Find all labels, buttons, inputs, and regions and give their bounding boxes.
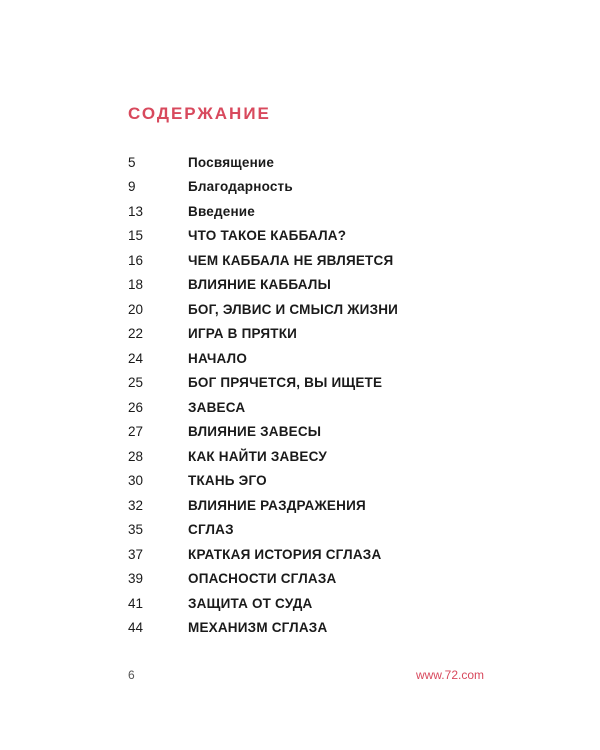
toc-page-number: 32 — [128, 497, 144, 513]
toc-page-number: 24 — [128, 350, 144, 366]
toc-entry — [128, 444, 488, 469]
toc-label: ЧЕМ КАББАЛА НЕ ЯВЛЯЕТСЯ — [188, 252, 394, 268]
toc-label: ИГРА В ПРЯТКИ — [188, 326, 298, 342]
toc-page-number: 39 — [128, 571, 144, 587]
toc-entry — [128, 542, 488, 567]
toc-page-number: 30 — [128, 473, 144, 489]
toc-page-number: 35 — [128, 522, 144, 538]
toc-entry — [128, 273, 488, 298]
toc-entry — [128, 199, 488, 224]
toc-entry — [128, 616, 488, 641]
toc-label: ЗАВЕСА — [188, 399, 246, 415]
toc-page-number: 41 — [128, 595, 144, 611]
toc-label: КАК НАЙТИ ЗАВЕСУ — [188, 448, 328, 464]
toc-page-number: 22 — [128, 326, 144, 342]
toc-page-number: 20 — [128, 301, 144, 317]
toc-page-number: 44 — [128, 620, 144, 636]
toc-page-number: 25 — [128, 375, 144, 391]
page-number: 6 — [128, 668, 135, 682]
toc-entry — [128, 567, 488, 592]
toc-label: МЕХАНИЗМ СГЛАЗА — [188, 620, 328, 636]
toc-label: БОГ ПРЯЧЕТСЯ, ВЫ ИЩЕТЕ — [188, 375, 383, 391]
toc-entry — [128, 371, 488, 396]
toc-page-number: 13 — [128, 203, 144, 219]
toc-entry — [128, 420, 488, 445]
toc-entry — [128, 297, 488, 322]
toc-entry — [128, 248, 488, 273]
toc-page-number: 26 — [128, 399, 144, 415]
toc-label: Благодарность — [188, 179, 293, 195]
toc-page-number: 5 — [128, 154, 136, 170]
toc-label: КРАТКАЯ ИСТОРИЯ СГЛАЗА — [188, 546, 382, 562]
toc-label: ВЛИЯНИЕ ЗАВЕСЫ — [188, 424, 322, 440]
toc-label: ВЛИЯНИЕ КАББАЛЫ — [188, 277, 331, 293]
toc-label: ЧТО ТАКОЕ КАББАЛА? — [188, 228, 347, 244]
toc-page-number: 27 — [128, 424, 144, 440]
toc-entry — [128, 224, 488, 249]
toc-list — [128, 150, 488, 640]
toc-entry — [128, 322, 488, 347]
toc-page-number: 16 — [128, 252, 144, 268]
website-link[interactable]: www.72.com — [415, 668, 484, 682]
toc-entry — [128, 469, 488, 494]
toc-label: БОГ, ЭЛВИС И СМЫСЛ ЖИЗНИ — [188, 301, 399, 317]
toc-label: ОПАСНОСТИ СГЛАЗА — [188, 571, 337, 587]
toc-label: Введение — [188, 203, 256, 219]
toc-entry — [128, 591, 488, 616]
toc-entry — [128, 346, 488, 371]
toc-entry — [128, 493, 488, 518]
toc-entry — [128, 395, 488, 420]
toc-entry — [128, 175, 488, 200]
toc-page-number: 18 — [128, 277, 144, 293]
toc-page-number: 28 — [128, 448, 144, 464]
toc-label: СГЛАЗ — [188, 522, 234, 538]
toc-page-number: 37 — [128, 546, 144, 562]
toc-entry — [128, 518, 488, 543]
toc-label: ВЛИЯНИЕ РАЗДРАЖЕНИЯ — [188, 497, 366, 513]
toc-entry — [128, 150, 488, 175]
toc-page-number: 15 — [128, 228, 144, 244]
toc-label: ЗАЩИТА ОТ СУДА — [188, 595, 313, 611]
toc-page-number: 9 — [128, 179, 136, 195]
toc-label: ТКАНЬ ЭГО — [188, 473, 267, 489]
toc-label: НАЧАЛО — [188, 350, 248, 366]
toc-heading: СОДЕРЖАНИЕ — [128, 104, 271, 123]
toc-label: Посвящение — [188, 154, 275, 170]
